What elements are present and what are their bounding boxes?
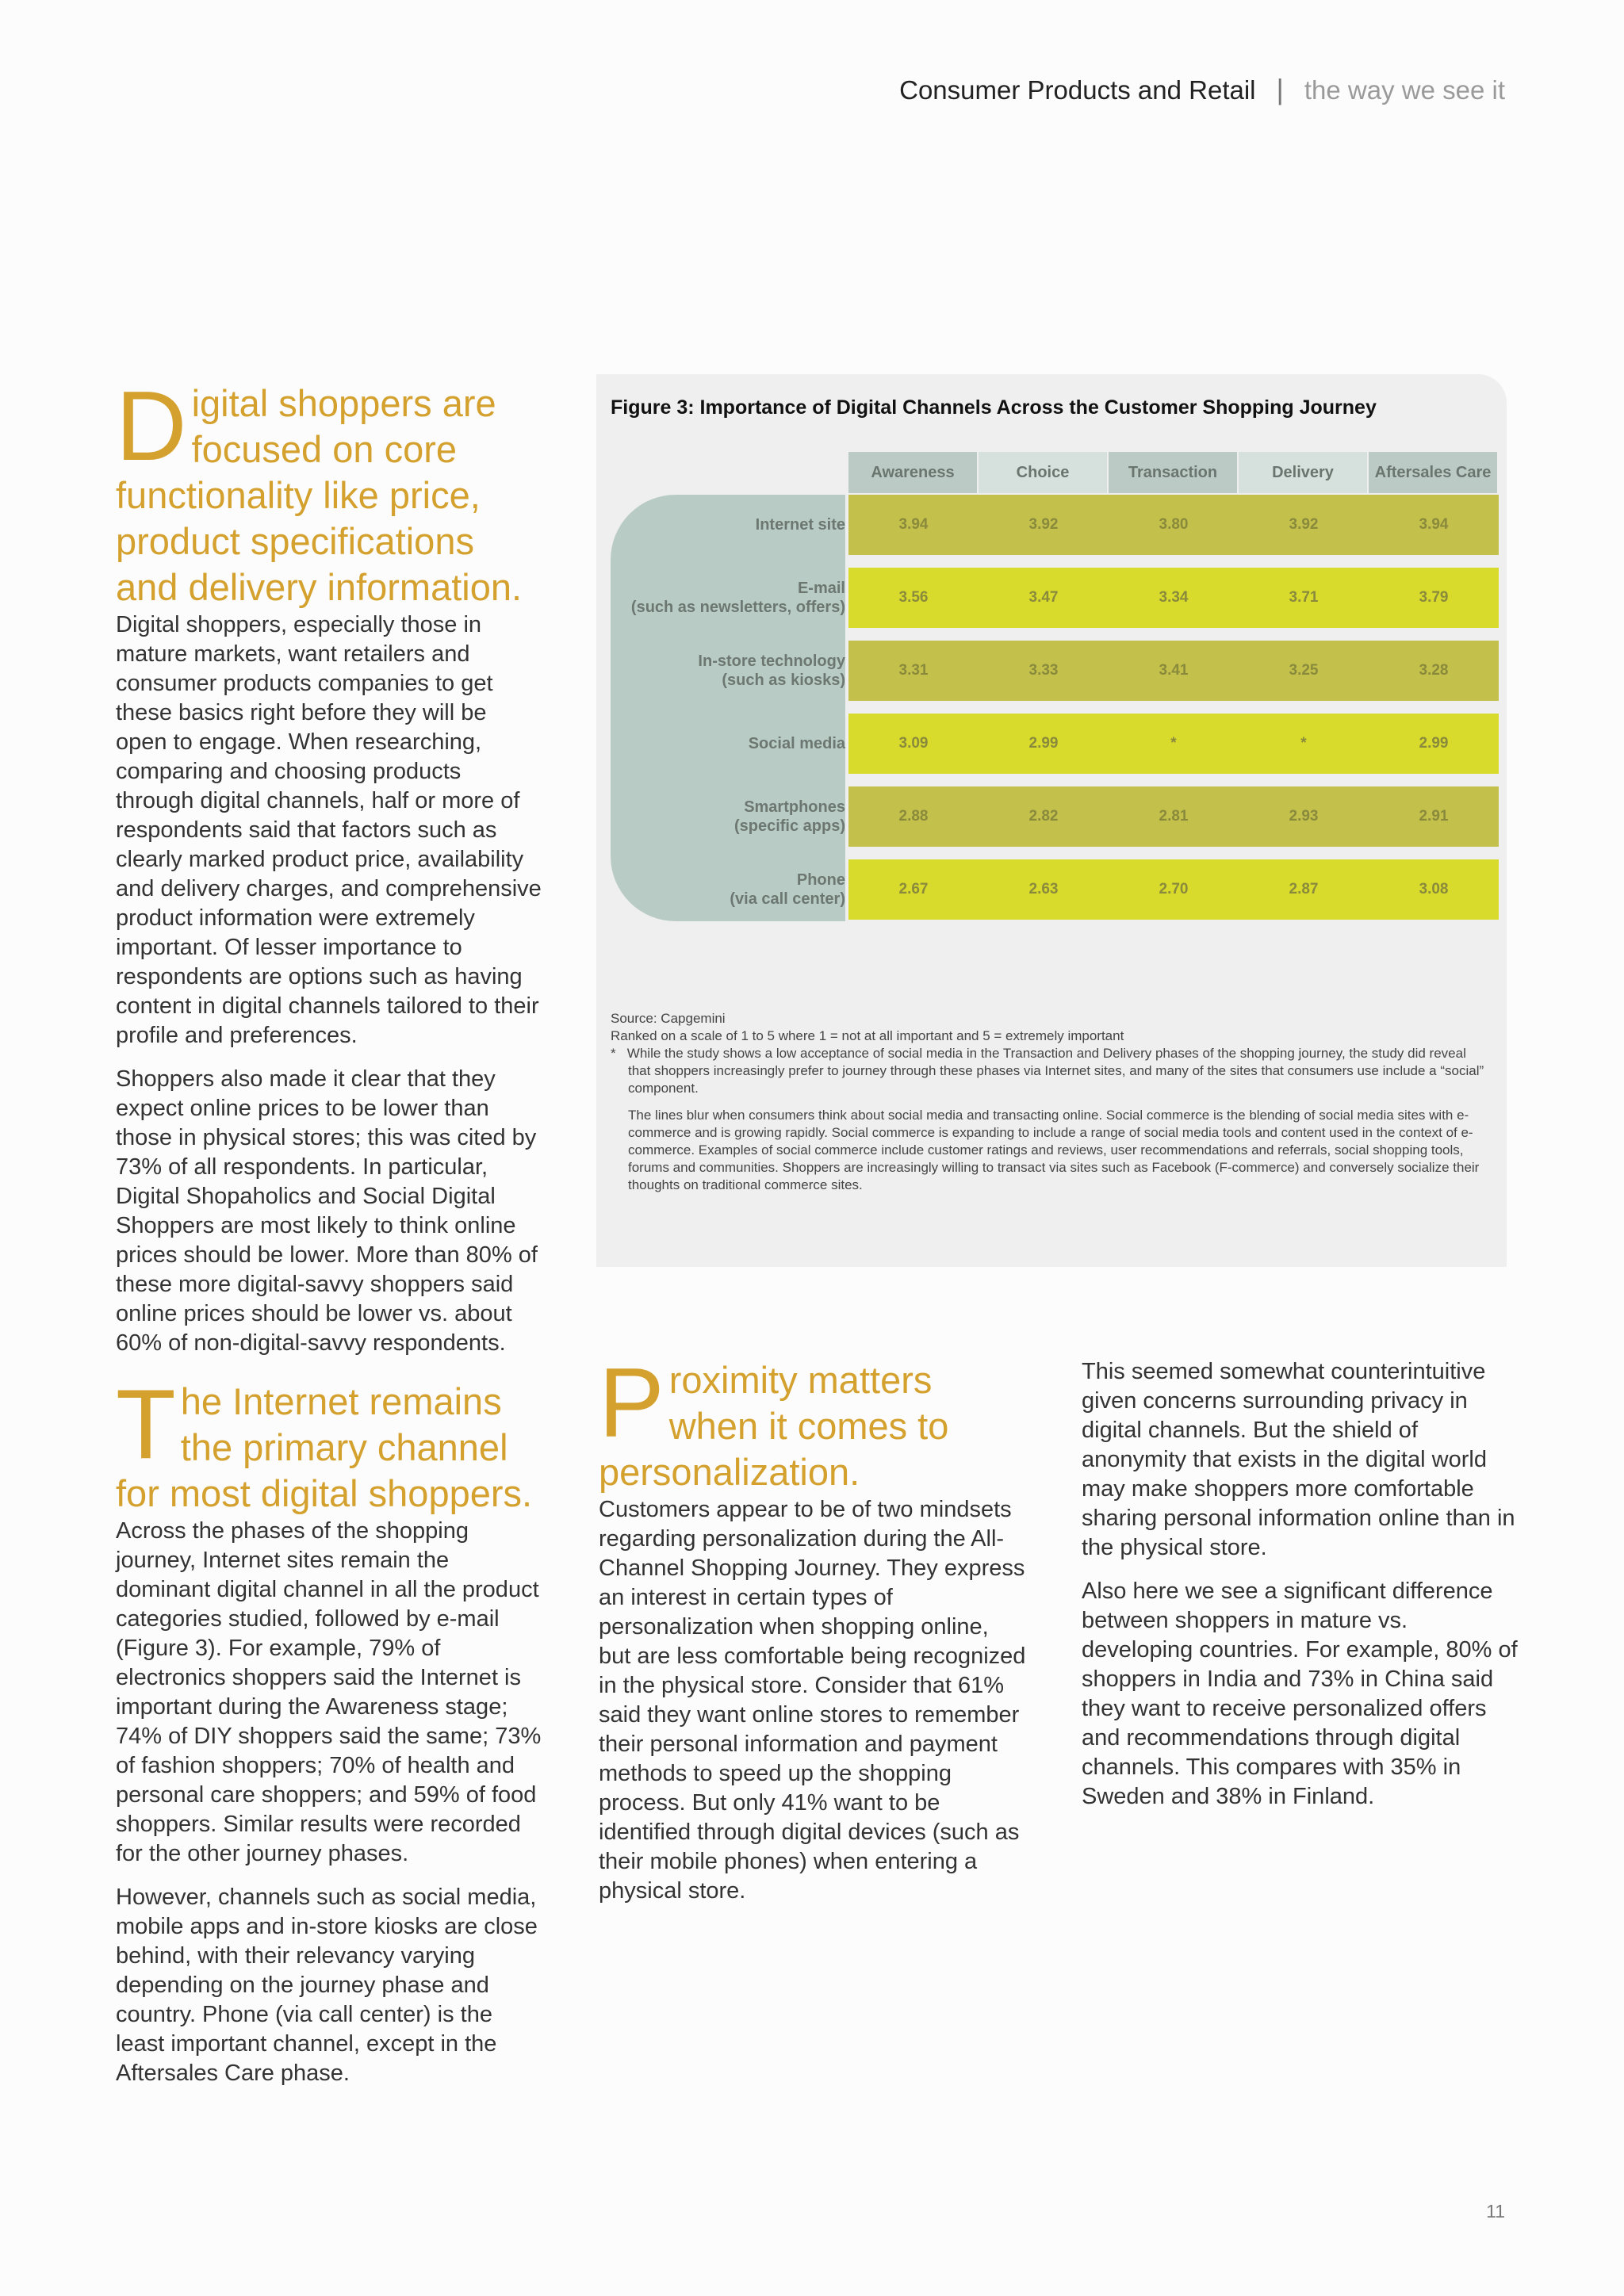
table-cell: 3.92 (979, 495, 1109, 555)
row-label-line: Social media (748, 735, 845, 752)
middle-column (599, 1349, 1027, 1920)
column-header: Delivery (1239, 452, 1367, 493)
table-cell: 3.94 (848, 495, 979, 555)
row-label-subline: (specific apps) (733, 817, 845, 835)
drop-cap: T (116, 1370, 176, 1479)
table-cell: 2.91 (1369, 786, 1499, 847)
running-header (899, 73, 1505, 106)
page-number: 11 (1486, 2201, 1505, 2221)
table-cell: 2.82 (979, 786, 1109, 847)
figure-3-panel (596, 374, 1507, 1267)
row-label (592, 798, 845, 836)
paragraph: Across the phases of the shopping journey, Internet sites remain the dominant digital channel in all the product categories studied, followed by e-mail (Figure 3). For example, 79% of electronics shoppers said the Internet is important during the Awareness stage; 74% of DIY shoppers said the same; 73% of fashion shoppers; 70% of health and personal care shoppers; and 59% of food shoppers. Similar results were recorded for the other journey phases. (116, 1518, 542, 1866)
row-label-line: E-mail (797, 580, 845, 597)
table-cell: 3.09 (848, 714, 979, 774)
footnote-continued: The lines blur when consumers think about social media and transacting online. Social commerce is the blending of social media sites with e-commerce and is growing rapidly. Social commerce is expanding to include a range of social media tools and content used in the context of e-commerce. Examples of social commerce include customer ratings and reviews, user recommendations and referrals, social shopping tools, forums and communities. Shoppers are increasingly willing to transact via sites such as Facebook (F-commerce) and conversely socialize their thoughts on traditional commerce sites. (628, 1108, 1480, 1192)
table-cell: 3.34 (1109, 568, 1239, 628)
table-cell: 3.25 (1239, 641, 1369, 701)
table-cell: 3.71 (1239, 568, 1369, 628)
column-header: Choice (979, 452, 1107, 493)
table-cell: 3.28 (1369, 641, 1499, 701)
source-note: Source: Capgemini (611, 1011, 726, 1026)
table-cell: 2.81 (1109, 786, 1239, 847)
figure-notes (611, 1010, 1491, 1194)
footnote: * While the study shows a low acceptance of social media in the Transaction and Delivery phases of the shopping journey, the study did reveal that shoppers increasingly prefer to journey through these phases via Internet sites, and many of the sites that consumers use include a “social” component. (611, 1046, 1484, 1096)
table-cell: 2.87 (1239, 859, 1369, 920)
table-cell: 2.70 (1109, 859, 1239, 920)
paragraph: Digital shoppers, especially those in mature markets, want retailers and consumer products companies to get these basics right before they will be open to engage. When researching, comparing and choosing products through digital channels, half or more of respondents said that factors such as clearly marked product price, availability and delivery charges, and comprehensive product information were extremely important. Of lesser importance to respondents are options such as having content in digital channels tailored to their profile and preferences. (116, 612, 542, 1048)
table-cell: 3.94 (1369, 495, 1499, 555)
paragraph: This seemed somewhat counterintuitive given concerns surrounding privacy in digital channels. But the shield of anonymity that exists in the digital world may make shoppers more comfortable sharing personal information online than in the physical store. (1082, 1359, 1515, 1560)
table-cell: 2.99 (1369, 714, 1499, 774)
header-section: Consumer Products and Retail (899, 75, 1256, 105)
row-label-line: Phone (796, 871, 845, 889)
table-cell: 2.99 (979, 714, 1109, 774)
table-cell: 3.08 (1369, 859, 1499, 920)
row-label-subline: (via call center) (730, 890, 845, 908)
left-column (116, 372, 544, 2103)
table-cell: 3.47 (979, 568, 1109, 628)
scale-note: Ranked on a scale of 1 to 5 where 1 = not at all important and 5 = extremely important (611, 1028, 1124, 1043)
table-cell: 3.92 (1239, 495, 1369, 555)
row-label (592, 871, 845, 909)
column-header: Aftersales Care (1369, 452, 1497, 493)
paragraph: Also here we see a significant difference between shoppers in mature vs. developing countries. For example, 80% of shoppers in India and 73% in China said they want to receive personalized offers and recommendations through digital channels. This compares with 35% in Sweden and 38% in Finland. (1082, 1578, 1518, 1809)
pull-heading-personalization: Proximity matters when it comes to personalization. (599, 1349, 949, 1493)
table-cell: 2.93 (1239, 786, 1369, 847)
row-label-background (611, 495, 845, 921)
drop-cap: P (599, 1349, 665, 1458)
header-separator: | (1276, 73, 1284, 105)
row-label (592, 579, 845, 617)
table-cell: * (1109, 714, 1239, 774)
table-cell: * (1239, 714, 1369, 774)
table-cell: 2.63 (979, 859, 1109, 920)
column-header: Awareness (848, 452, 977, 493)
table-cell: 3.80 (1109, 495, 1239, 555)
pull-heading-internet-channel: The Internet remains the primary channel for most digital shoppers. (116, 1370, 533, 1514)
row-label-line: Smartphones (744, 798, 845, 816)
row-label (592, 734, 845, 753)
column-header: Transaction (1109, 452, 1237, 493)
row-label-subline: (such as kiosks) (722, 672, 845, 689)
row-label-line: In-store technology (698, 652, 845, 670)
table-cell: 3.56 (848, 568, 979, 628)
row-label (592, 652, 845, 690)
table-cell: 3.31 (848, 641, 979, 701)
header-tagline: the way we see it (1304, 75, 1505, 105)
table-cell: 3.33 (979, 641, 1109, 701)
pull-heading-core-functionality: Digital shoppers are focused on core functionality like price, product specifications and delivery information. (116, 372, 523, 608)
table-cell: 2.88 (848, 786, 979, 847)
row-label-subline: (such as newsletters, offers) (630, 599, 845, 616)
paragraph: Customers appear to be of two mindsets regarding personalization during the All-Channel Shopping Journey. They express an interest in certain types of personalization when shopping online, but are less comfortable being recognized in the physical store. Consider that 61% said they want online stores to remember their personal information and payment methods to speed up the shopping process. But only 41% want to be identified through digital devices (such as their mobile phones) when entering a physical store. (599, 1497, 1026, 1904)
drop-cap: D (116, 372, 187, 481)
paragraph: Shoppers also made it clear that they expect online prices to be lower than those in physical stores; this was cited by 73% of all respondents. In particular, Digital Shopaholics and Social Digital Shoppers are most likely to think online prices should be lower. More than 80% of these more digital-savvy shoppers said online prices should be lower vs. about 60% of non-digital-savvy respondents. (116, 1066, 538, 1356)
row-label (592, 515, 845, 534)
table-cell: 3.41 (1109, 641, 1239, 701)
table-cell: 3.79 (1369, 568, 1499, 628)
paragraph: However, channels such as social media, mobile apps and in-store kiosks are close behind, with their relevancy varying depending on the journey phase and country. Phone (via call center) is the least important channel, except in the Aftersales Care phase. (116, 1885, 538, 2086)
figure-title: Figure 3: Importance of Digital Channels Across the Customer Shopping Journey (611, 396, 1377, 419)
row-label-line: Internet site (755, 516, 845, 534)
right-column (1082, 1357, 1519, 1826)
table-cell: 2.67 (848, 859, 979, 920)
